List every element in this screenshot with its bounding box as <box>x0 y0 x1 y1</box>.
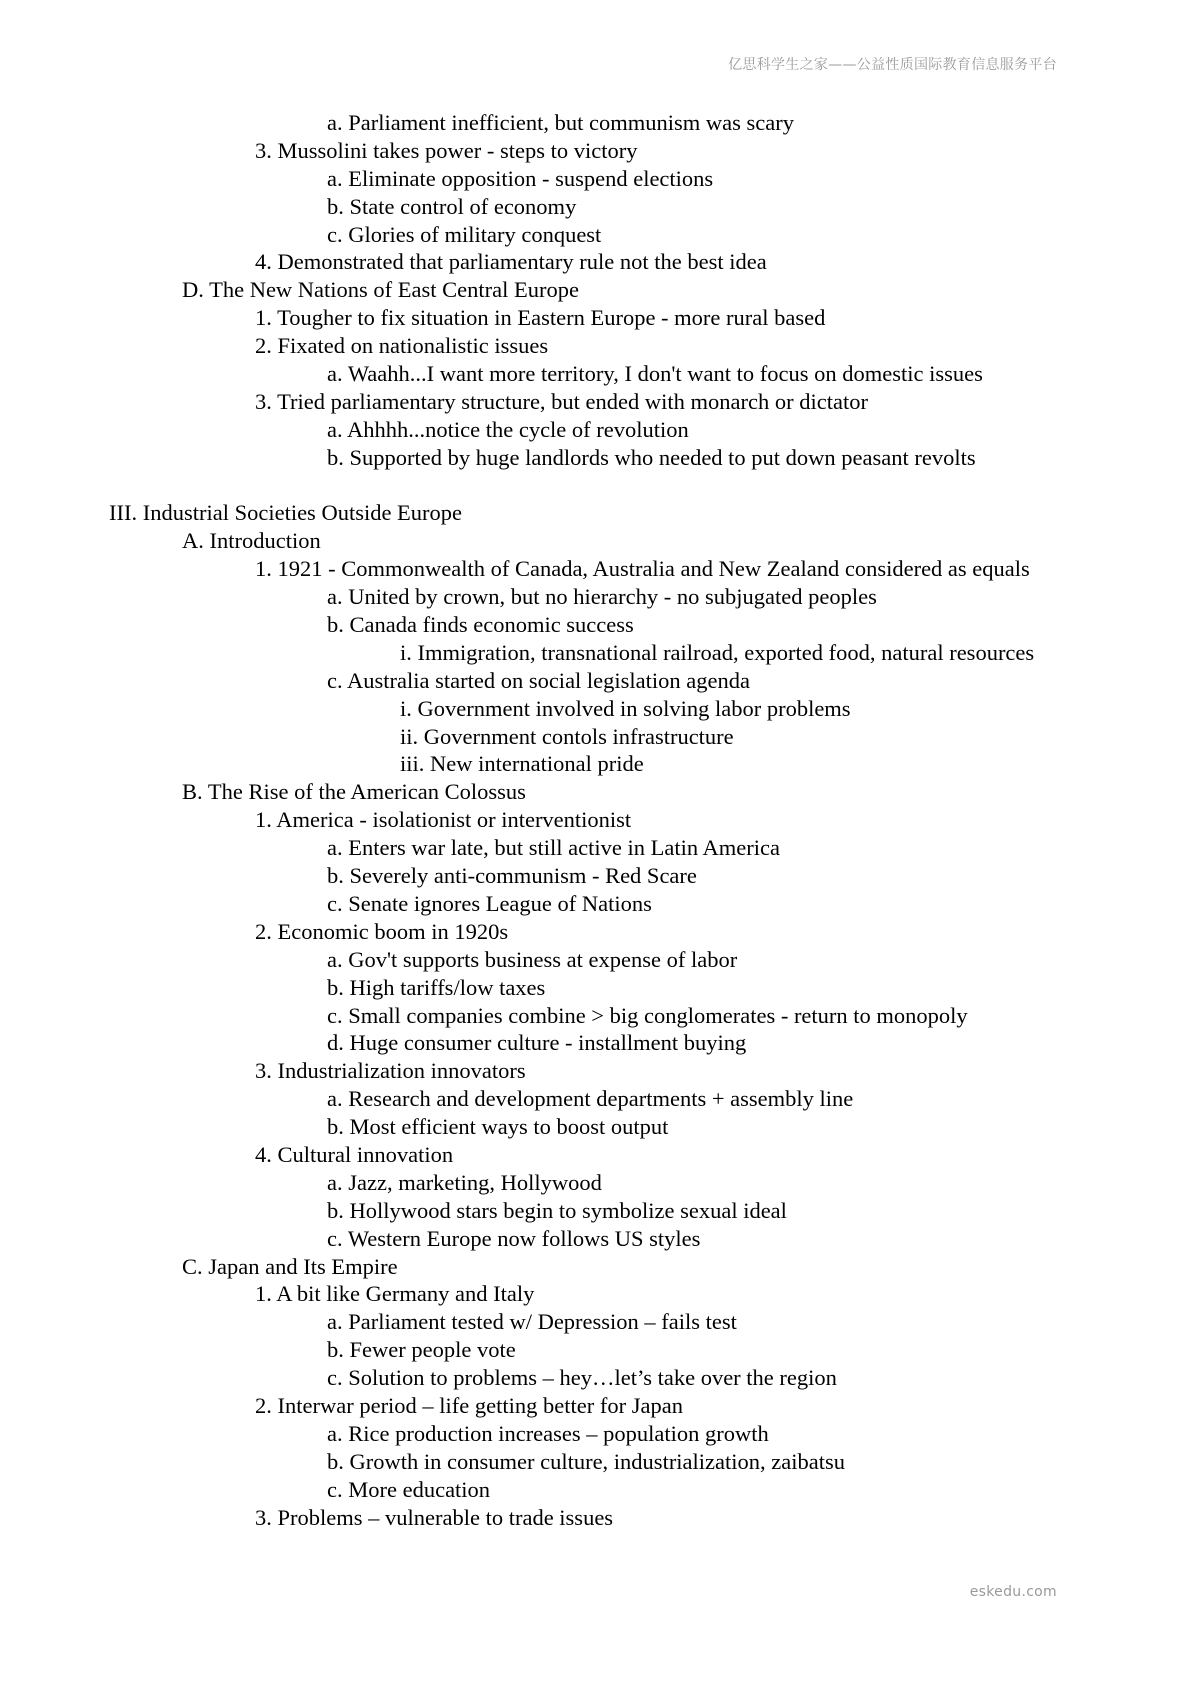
outline-item-level-3: b. Supported by huge landlords who needed to put down peasant revolts <box>327 444 976 470</box>
outline-item-level-0: III. Industrial Societies Outside Europe <box>109 500 463 526</box>
outline-item-level-2: 2. Interwar period – life getting better for Japan <box>255 1392 683 1418</box>
outline-item-level-1: C. Japan and Its Empire <box>182 1253 398 1279</box>
outline-item-level-2: 2. Economic boom in 1920s <box>255 918 509 944</box>
outline-item-level-3: a. Gov't supports business at expense of labor <box>327 946 738 972</box>
outline-item-level-3: b. High tariffs/low taxes <box>327 974 546 1000</box>
outline-item-level-2: 3. Problems – vulnerable to trade issues <box>255 1504 614 1530</box>
outline-item-level-4: iii. New international pride <box>400 751 644 777</box>
outline-item-level-3: d. Huge consumer culture - installment buying <box>327 1030 747 1056</box>
outline-item-level-3: a. Research and development departments + assembly line <box>327 1086 854 1112</box>
outline-item-level-3: a. Jazz, marketing, Hollywood <box>327 1169 602 1195</box>
outline-item-level-3: a. Parliament inefficient, but communism was scary <box>327 110 794 135</box>
outline-item-level-2: 1. America - isolationist or interventionist <box>255 807 632 833</box>
outline-item-level-3: b. Growth in consumer culture, industrialization, zaibatsu <box>327 1448 845 1474</box>
outline-item-level-2: 3. Tried parliamentary structure, but ended with monarch or dictator <box>255 388 868 414</box>
blank-line <box>0 472 1191 500</box>
outline-item-level-3: a. United by crown, but no hierarchy - no subjugated peoples <box>327 584 877 610</box>
outline-item-level-3: a. Eliminate opposition - suspend elections <box>327 165 714 191</box>
outline-item-level-2: 4. Cultural innovation <box>255 1141 454 1167</box>
outline-item-level-4: i. Immigration, transnational railroad, exported food, natural resources <box>400 639 1035 665</box>
outline-item-level-1: D. The New Nations of East Central Europe <box>182 277 579 303</box>
outline-item-level-2: 3. Mussolini takes power - steps to victory <box>255 137 638 163</box>
outline-item-level-3: c. Senate ignores League of Nations <box>327 890 652 916</box>
outline-item-level-4: i. Government involved in solving labor problems <box>400 695 851 721</box>
outline-item-level-2: 1. Tougher to fix situation in Eastern Europe - more rural based <box>255 305 826 331</box>
outline-item-level-3: b. Most efficient ways to boost output <box>327 1114 669 1140</box>
outline-item-level-3: c. Glories of military conquest <box>327 221 602 247</box>
outline-item-level-3: b. Severely anti-communism - Red Scare <box>327 863 697 889</box>
outline-item-level-2: 1. 1921 - Commonwealth of Canada, Australia and New Zealand considered as equals <box>255 556 1030 582</box>
outline-item-level-2: 4. Demonstrated that parliamentary rule not the best idea <box>255 249 767 275</box>
outline-item-level-3: b. State control of economy <box>327 193 577 219</box>
outline-item-level-3: c. Western Europe now follows US styles <box>327 1225 701 1251</box>
outline-item-level-2: 1. A bit like Germany and Italy <box>255 1281 535 1307</box>
outline-item-level-3: c. Australia started on social legislation agenda <box>327 667 750 693</box>
page-header-site-title: 亿思科学生之家——公益性质国际教育信息服务平台 <box>728 57 1057 73</box>
outline-item-level-3: a. Rice production increases – population growth <box>327 1420 769 1446</box>
outline-item-level-3: a. Enters war late, but still active in Latin America <box>327 835 780 861</box>
outline-list <box>0 109 1191 1531</box>
outline-item-level-4: ii. Government contols infrastructure <box>400 723 734 749</box>
outline-item-level-1: B. The Rise of the American Colossus <box>182 779 526 805</box>
page-footer-site-url: eskedu.com <box>969 1584 1057 1600</box>
outline-item-level-3: a. Parliament tested w/ Depression – fails test <box>327 1309 737 1335</box>
outline-item-level-3: c. More education <box>327 1476 491 1502</box>
outline-item-level-3: a. Ahhhh...notice the cycle of revolution <box>327 416 689 442</box>
outline-item-level-1: A. Introduction <box>182 528 321 554</box>
outline-item-level-3: a. Waahh...I want more territory, I don't want to focus on domestic issues <box>327 361 983 387</box>
outline-item-level-2: 2. Fixated on nationalistic issues <box>255 333 549 359</box>
outline-item-level-3: c. Solution to problems – hey…let’s take over the region <box>327 1365 837 1391</box>
outline-item-level-3: b. Canada finds economic success <box>327 612 634 638</box>
outline-item-level-3: b. Fewer people vote <box>327 1337 516 1363</box>
outline-item-level-2: 3. Industrialization innovators <box>255 1058 526 1084</box>
outline-item-level-3: b. Hollywood stars begin to symbolize sexual ideal <box>327 1197 787 1223</box>
outline-item-level-3: c. Small companies combine > big conglomerates - return to monopoly <box>327 1002 968 1028</box>
